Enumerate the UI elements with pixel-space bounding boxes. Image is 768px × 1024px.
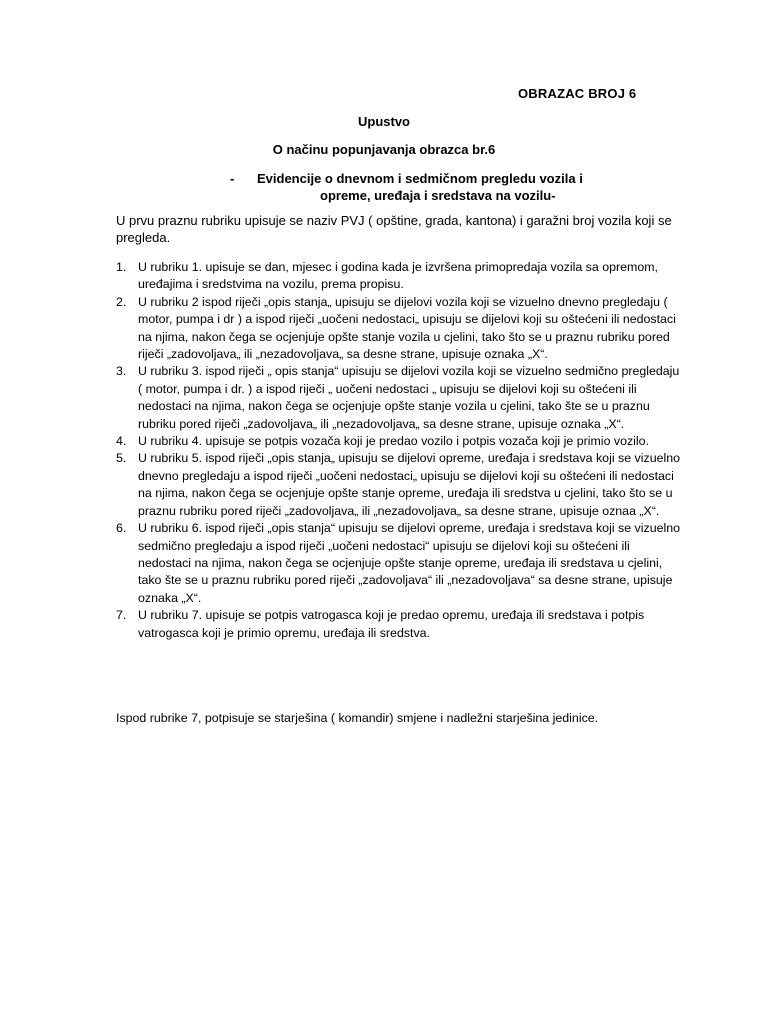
list-item (116, 433, 681, 450)
list-item (116, 607, 681, 642)
list-item-number: 1. (116, 260, 127, 274)
list-item-text: U rubriku 2 ispod riječi „opis stanja„ upisuju se dijelovi vozila koji se vizuelno dnevno pregledaju ( motor, pumpa i dr ) a ispod riječi „uočeni nedostaci„ upisuju se dijelovi koji su oštećeni ili nedostaci na njima, nakon čega se ocjenjuje opšte stanje vozila u cjelini, tako što se u praznu rubriku pored riječi „zadovoljava„ ili „nezadovoljava„ sa desne strane, upisuje oznaka „X“. (138, 294, 676, 362)
list-item-number: 4. (116, 434, 127, 449)
document-subtitle: O načinu popunjavanja obrazca br.6 (272, 142, 496, 157)
list-item-text: U rubriku 5. ispod riječi „opis stanja„ upisuju se dijelovi opreme, uređaja i sredstava koji se vizuelno dnevno pregledaju a ispod riječi „uočeni nedostaci„ upisuju se dijelovi koji su oštećeni ili nedostaci na njima, nakon čega se ocjenjuje opšte stanje opreme, uređaja ili sredstva u cjelini, tako što se u praznu rubriku pored riječi „zadovoljava„ ili „nezadovoljava„ sa desne strane, upisuje oznaa „X“. (138, 451, 681, 518)
list-item-number: 7. (116, 608, 127, 623)
heading-line-1: Evidencije o dnevnom i sedmičnom pregledu vozila i (257, 171, 583, 186)
list-item-text: U rubriku 4. upisuje se potpis vozača koji je predao vozilo i potpis vozača koji je primio vozilo. (138, 434, 650, 449)
list-item-number: 3. (116, 364, 127, 379)
list-item-text: U rubriku 3. ispod riječi „ opis stanja“ upisuju se dijelovi vozila koji se vizuelno sedmično pregledaju ( motor, pumpa i dr. ) a ispod riječi „ uočeni nedostaci „ upisuju se dijelovi koji su oštećeni ili nedostaci na njima, nakon čega se ocjenjuje opšte stanje vozila u cjelini, tako šte se u praznu rubriku pored riječi „zadovoljava„ ili „nezadovoljava„ sa desne strane, upisuje oznaka „X“. (138, 364, 680, 431)
list-item (116, 450, 681, 520)
list-item-number: 2. (116, 294, 127, 309)
list-item-text: U rubriku 1. upisuje se dan, mjesec i godina kada je izvršena primopredaja vozila sa opremom, uređajima i sredstvima na vozilu, prema propisu. (138, 260, 658, 292)
heading-dash: - (230, 171, 235, 186)
list-item (116, 363, 681, 433)
document-title: Upustvo (358, 114, 410, 129)
list-item-number: 6. (116, 521, 127, 536)
footer-paragraph: Ispod rubrike 7, potpisuje se starješina ( komandir) smjene i nadležni starješina jedinice. (116, 711, 599, 725)
instructions-list (116, 259, 681, 642)
list-item (116, 294, 681, 364)
list-item (116, 259, 681, 294)
form-number: OBRAZAC BROJ 6 (518, 86, 637, 101)
list-item-text: U rubriku 7. upisuje se potpis vatrogasca koji je predao opremu, uređaja ili sredstava i potpis vatrogasca koji je primio opremu, uređaja ili sredstva. (138, 608, 645, 640)
list-item-text: U rubriku 6. ispod riječi „opis stanja“ upisuju se dijelovi opreme, uređaja i sredstava koji se vizuelno sedmično pregledaju a ispod riječi „uočeni nedostaci“ upisuju se dijelovi koji su oštećeni ili nedostaci na njima, nakon čega se ocjenjuje opšte stanje opreme, uređaja ili sredstava u cjelini, tako šte se u praznu rubriku pored riječi „zadovoljava“ ili „nezadovoljava“ sa desne strane, upisuje oznaka „X“. (138, 521, 681, 605)
intro-paragraph: U prvu praznu rubriku upisuje se naziv PVJ ( opštine, grada, kantona) i garažni broj vozila koji se pregleda. (116, 213, 672, 245)
list-item-number: 5. (116, 451, 127, 466)
heading-line-2: opreme, uređaja i sredstava na vozilu- (320, 188, 556, 203)
list-item (116, 520, 681, 607)
